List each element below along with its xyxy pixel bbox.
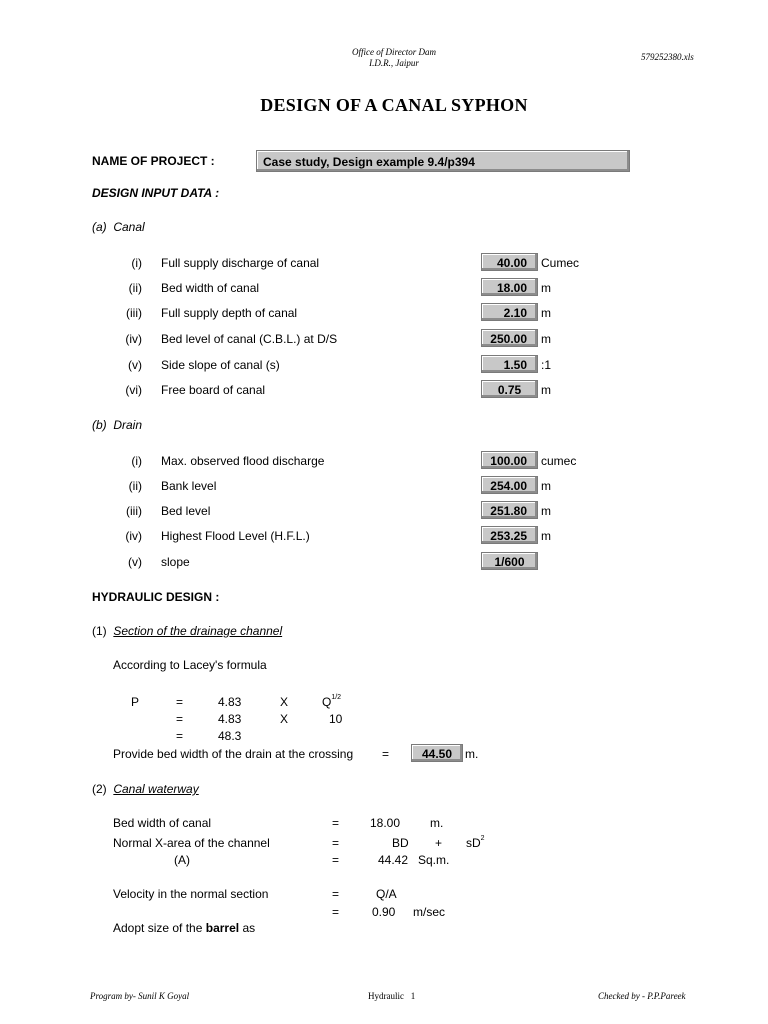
canal-heading xyxy=(92,220,145,234)
sd-exponent: 2 xyxy=(480,835,485,842)
unit: m. xyxy=(430,816,444,830)
equals-sign: = xyxy=(332,816,340,830)
row-description: slope xyxy=(161,555,190,569)
sheet-page xyxy=(368,991,415,1001)
velocity-value: 0.90 xyxy=(372,905,396,919)
multiply-sign: X xyxy=(280,695,289,709)
p-symbol: P xyxy=(131,695,140,709)
office-location: I.D.R., Jaipur xyxy=(369,58,419,68)
sd-symbol: sD xyxy=(466,836,481,850)
row-unit: m xyxy=(541,383,551,397)
section-2-heading xyxy=(92,782,199,796)
value-field[interactable]: 18.00 xyxy=(481,278,538,296)
value-field[interactable]: 1.50 xyxy=(481,355,538,373)
velocity-formula: Q/A xyxy=(376,887,397,901)
adopt-barrel-text xyxy=(113,921,255,935)
row-number: (i) xyxy=(131,454,142,468)
row-number: (ii) xyxy=(128,281,142,295)
unit: Sq.m. xyxy=(418,853,450,867)
value-field[interactable]: 1/600 xyxy=(481,552,538,570)
equals-sign: = xyxy=(382,747,390,761)
checked-by: Checked by - P.P.Pareek xyxy=(598,991,686,1001)
row-number: (v) xyxy=(128,358,142,372)
row-unit: cumec xyxy=(541,454,577,468)
row-unit: m xyxy=(541,281,551,295)
area-symbol: (A) xyxy=(174,853,190,867)
adopt-suffix: as xyxy=(242,921,256,935)
provide-bed-width-label: Provide bed width of the drain at the crossing xyxy=(113,747,354,761)
sqrt-value: 10 xyxy=(329,712,343,726)
row-unit: m xyxy=(541,479,551,493)
value-field[interactable]: 0.75 xyxy=(481,380,538,398)
bd-term: BD xyxy=(392,836,409,850)
row-number: (iv) xyxy=(125,529,142,543)
row-description: Max. observed flood discharge xyxy=(161,454,325,468)
row-description: Highest Flood Level (H.F.L.) xyxy=(161,529,310,543)
canal-heading-prefix: (a) xyxy=(92,220,107,234)
value-field[interactable]: 250.00 xyxy=(481,329,538,347)
unit: m/sec xyxy=(413,905,446,919)
bed-width-value: 18.00 xyxy=(370,816,401,830)
drain-bed-width-field[interactable]: 44.50 xyxy=(411,744,463,762)
value-field[interactable]: 2.10 xyxy=(481,303,538,321)
page-title: DESIGN OF A CANAL SYPHON xyxy=(260,95,528,115)
section-number: (1) xyxy=(92,624,107,638)
xarea-label: Normal X-area of the channel xyxy=(113,836,270,850)
multiply-sign: X xyxy=(280,712,289,726)
row-number: (v) xyxy=(128,555,142,569)
row-number: (ii) xyxy=(128,479,142,493)
velocity-label: Velocity in the normal section xyxy=(113,887,269,901)
row-unit: Cumec xyxy=(541,256,580,270)
q-exponent: 1/2 xyxy=(331,694,342,701)
coefficient: 4.83 xyxy=(218,695,242,709)
row-number: (i) xyxy=(131,256,142,270)
row-description: Free board of canal xyxy=(161,383,266,397)
p-result: 48.3 xyxy=(218,729,242,743)
equals-sign: = xyxy=(332,905,340,919)
value-field[interactable]: 253.25 xyxy=(481,526,538,544)
row-description: Side slope of canal (s) xyxy=(161,358,280,372)
row-description: Bed level of canal (C.B.L.) at D/S xyxy=(161,332,338,346)
drain-heading-prefix: (b) xyxy=(92,418,107,432)
value-field[interactable]: 251.80 xyxy=(481,501,538,519)
row-description: Bed width of canal xyxy=(161,281,260,295)
row-description: Full supply depth of canal xyxy=(161,306,298,320)
office-name: Office of Director Dam xyxy=(352,47,436,57)
coefficient: 4.83 xyxy=(218,712,242,726)
equals-sign: = xyxy=(176,712,184,726)
sheet-name: Hydraulic xyxy=(368,991,404,1001)
row-description: Full supply discharge of canal xyxy=(161,256,320,270)
area-value: 44.42 xyxy=(378,853,409,867)
equals-sign: = xyxy=(332,853,340,867)
row-unit: m xyxy=(541,529,551,543)
row-unit: :1 xyxy=(541,358,552,372)
row-description: Bank level xyxy=(161,479,217,493)
row-unit: m xyxy=(541,504,551,518)
program-by: Program by- Sunil K Goyal xyxy=(90,991,190,1001)
drain-heading-label: Drain xyxy=(113,418,143,432)
row-number: (iii) xyxy=(126,504,142,518)
equals-sign: = xyxy=(332,887,340,901)
q-symbol: Q xyxy=(322,695,332,709)
section-1-heading xyxy=(92,624,282,638)
adopt-barrel-word: barrel xyxy=(205,921,240,935)
drain-heading xyxy=(92,418,142,432)
value-field[interactable]: 100.00 xyxy=(481,451,538,469)
design-input-heading: DESIGN INPUT DATA : xyxy=(92,186,220,200)
page-number: 1 xyxy=(410,991,416,1001)
row-number: (iii) xyxy=(126,306,142,320)
file-name: 579252380.xls xyxy=(641,52,694,62)
section-title: Canal waterway xyxy=(113,782,199,796)
equals-sign: = xyxy=(176,695,184,709)
sd-term xyxy=(466,836,485,850)
section-title: Section of the drainage channel xyxy=(113,624,283,638)
q-term xyxy=(322,695,341,709)
row-description: Bed level xyxy=(161,504,211,518)
row-unit: m xyxy=(541,306,551,320)
lacey-formula-text: According to Lacey's formula xyxy=(113,658,267,672)
equals-sign: = xyxy=(176,729,184,743)
row-unit: m xyxy=(541,332,551,346)
bed-width-label: Bed width of canal xyxy=(113,816,212,830)
project-name-field[interactable]: Case study, Design example 9.4/p394 xyxy=(256,150,630,172)
project-label: NAME OF PROJECT : xyxy=(92,154,215,168)
row-number: (iv) xyxy=(125,332,142,346)
section-number: (2) xyxy=(92,782,107,796)
row-number: (vi) xyxy=(125,383,142,397)
plus-sign: + xyxy=(435,836,443,850)
value-field[interactable]: 254.00 xyxy=(481,476,538,494)
canal-heading-label: Canal xyxy=(113,220,145,234)
hydraulic-design-heading: HYDRAULIC DESIGN : xyxy=(92,590,220,604)
adopt-prefix: Adopt size of the xyxy=(113,921,203,935)
unit: m. xyxy=(465,747,479,761)
equals-sign: = xyxy=(332,836,340,850)
value-field[interactable]: 40.00 xyxy=(481,253,538,271)
